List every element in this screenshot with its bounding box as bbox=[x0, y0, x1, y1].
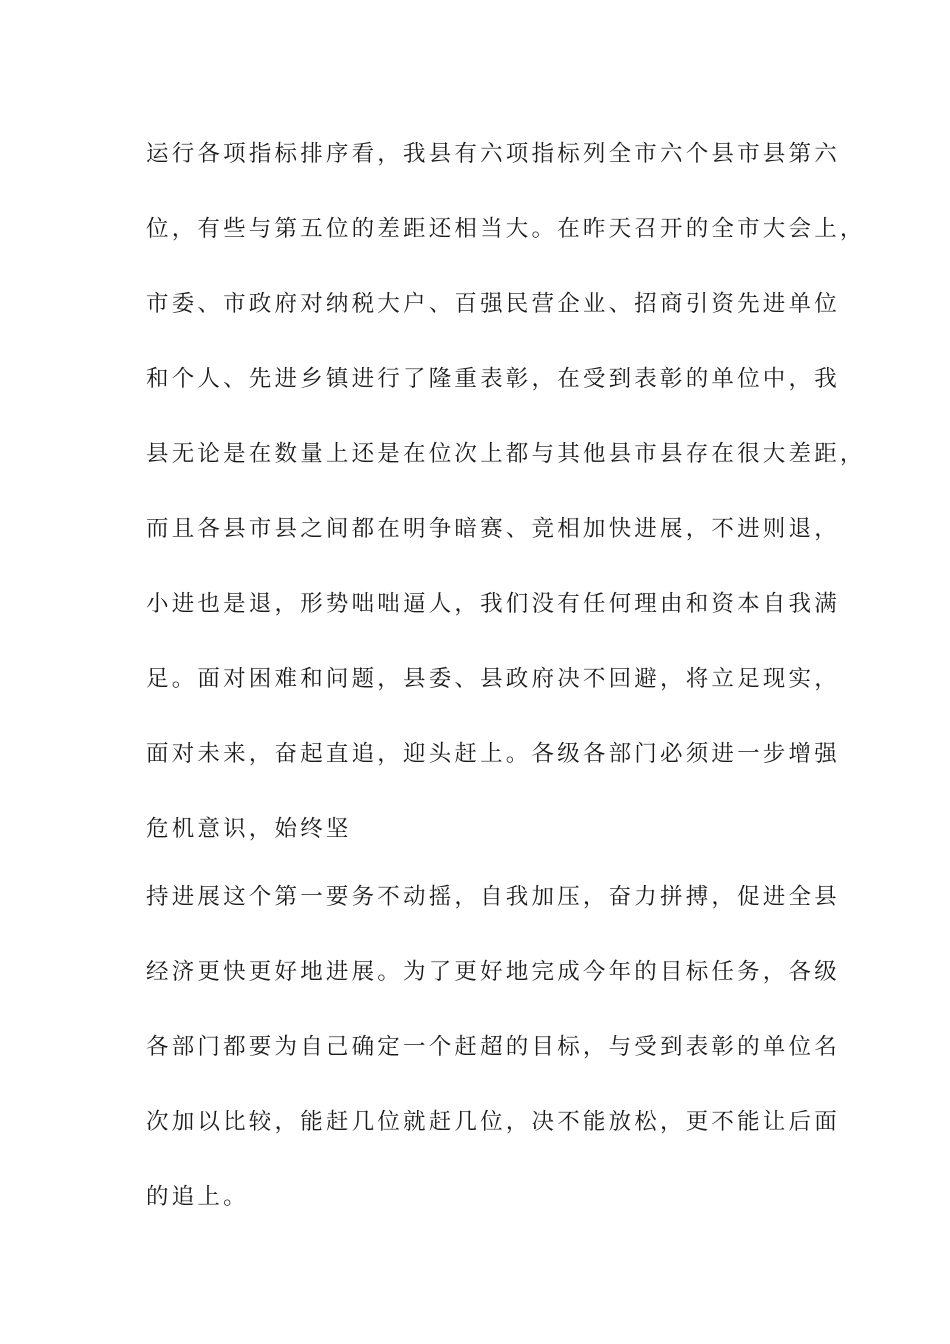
text-line: 持进展这个第一要务不动摇，自我加压，奋力拼搏，促进全县 bbox=[146, 884, 840, 910]
text-line: 位，有些与第五位的差距还相当大。在昨天召开的全市大会上， bbox=[146, 216, 866, 242]
text-line: 经济更快更好地进展。为了更好地完成今年的目标任务，各级 bbox=[146, 959, 840, 985]
text-line: 各部门都要为自己确定一个赶超的目标，与受到表彰的单位名 bbox=[146, 1034, 840, 1060]
text-line: 小进也是退，形势咄咄逼人，我们没有任何理由和资本自我满 bbox=[146, 591, 840, 617]
text-line: 运行各项指标排序看，我县有六项指标列全市六个县市县第六 bbox=[146, 141, 840, 167]
text-line: 而且各县市县之间都在明争暗赛、竞相加快进展，不进则退， bbox=[146, 516, 840, 542]
text-line: 足。面对困难和问题，县委、县政府决不回避，将立足现实， bbox=[146, 666, 840, 692]
text-line: 次加以比较，能赶几位就赶几位，决不能放松，更不能让后面 bbox=[146, 1109, 840, 1135]
text-line: 市委、市政府对纳税大户、百强民营企业、招商引资先进单位 bbox=[146, 291, 840, 317]
text-line: 危机意识，始终坚 bbox=[146, 816, 352, 842]
text-line: 面对未来，奋起直追，迎头赶上。各级各部门必须进一步增强 bbox=[146, 741, 840, 767]
text-line: 的追上。 bbox=[146, 1184, 249, 1210]
text-line: 县无论是在数量上还是在位次上都与其他县市县存在很大差距， bbox=[146, 441, 866, 467]
body-text bbox=[146, 131, 866, 1249]
text-line: 和个人、先进乡镇进行了隆重表彰，在受到表彰的单位中，我 bbox=[146, 366, 840, 392]
